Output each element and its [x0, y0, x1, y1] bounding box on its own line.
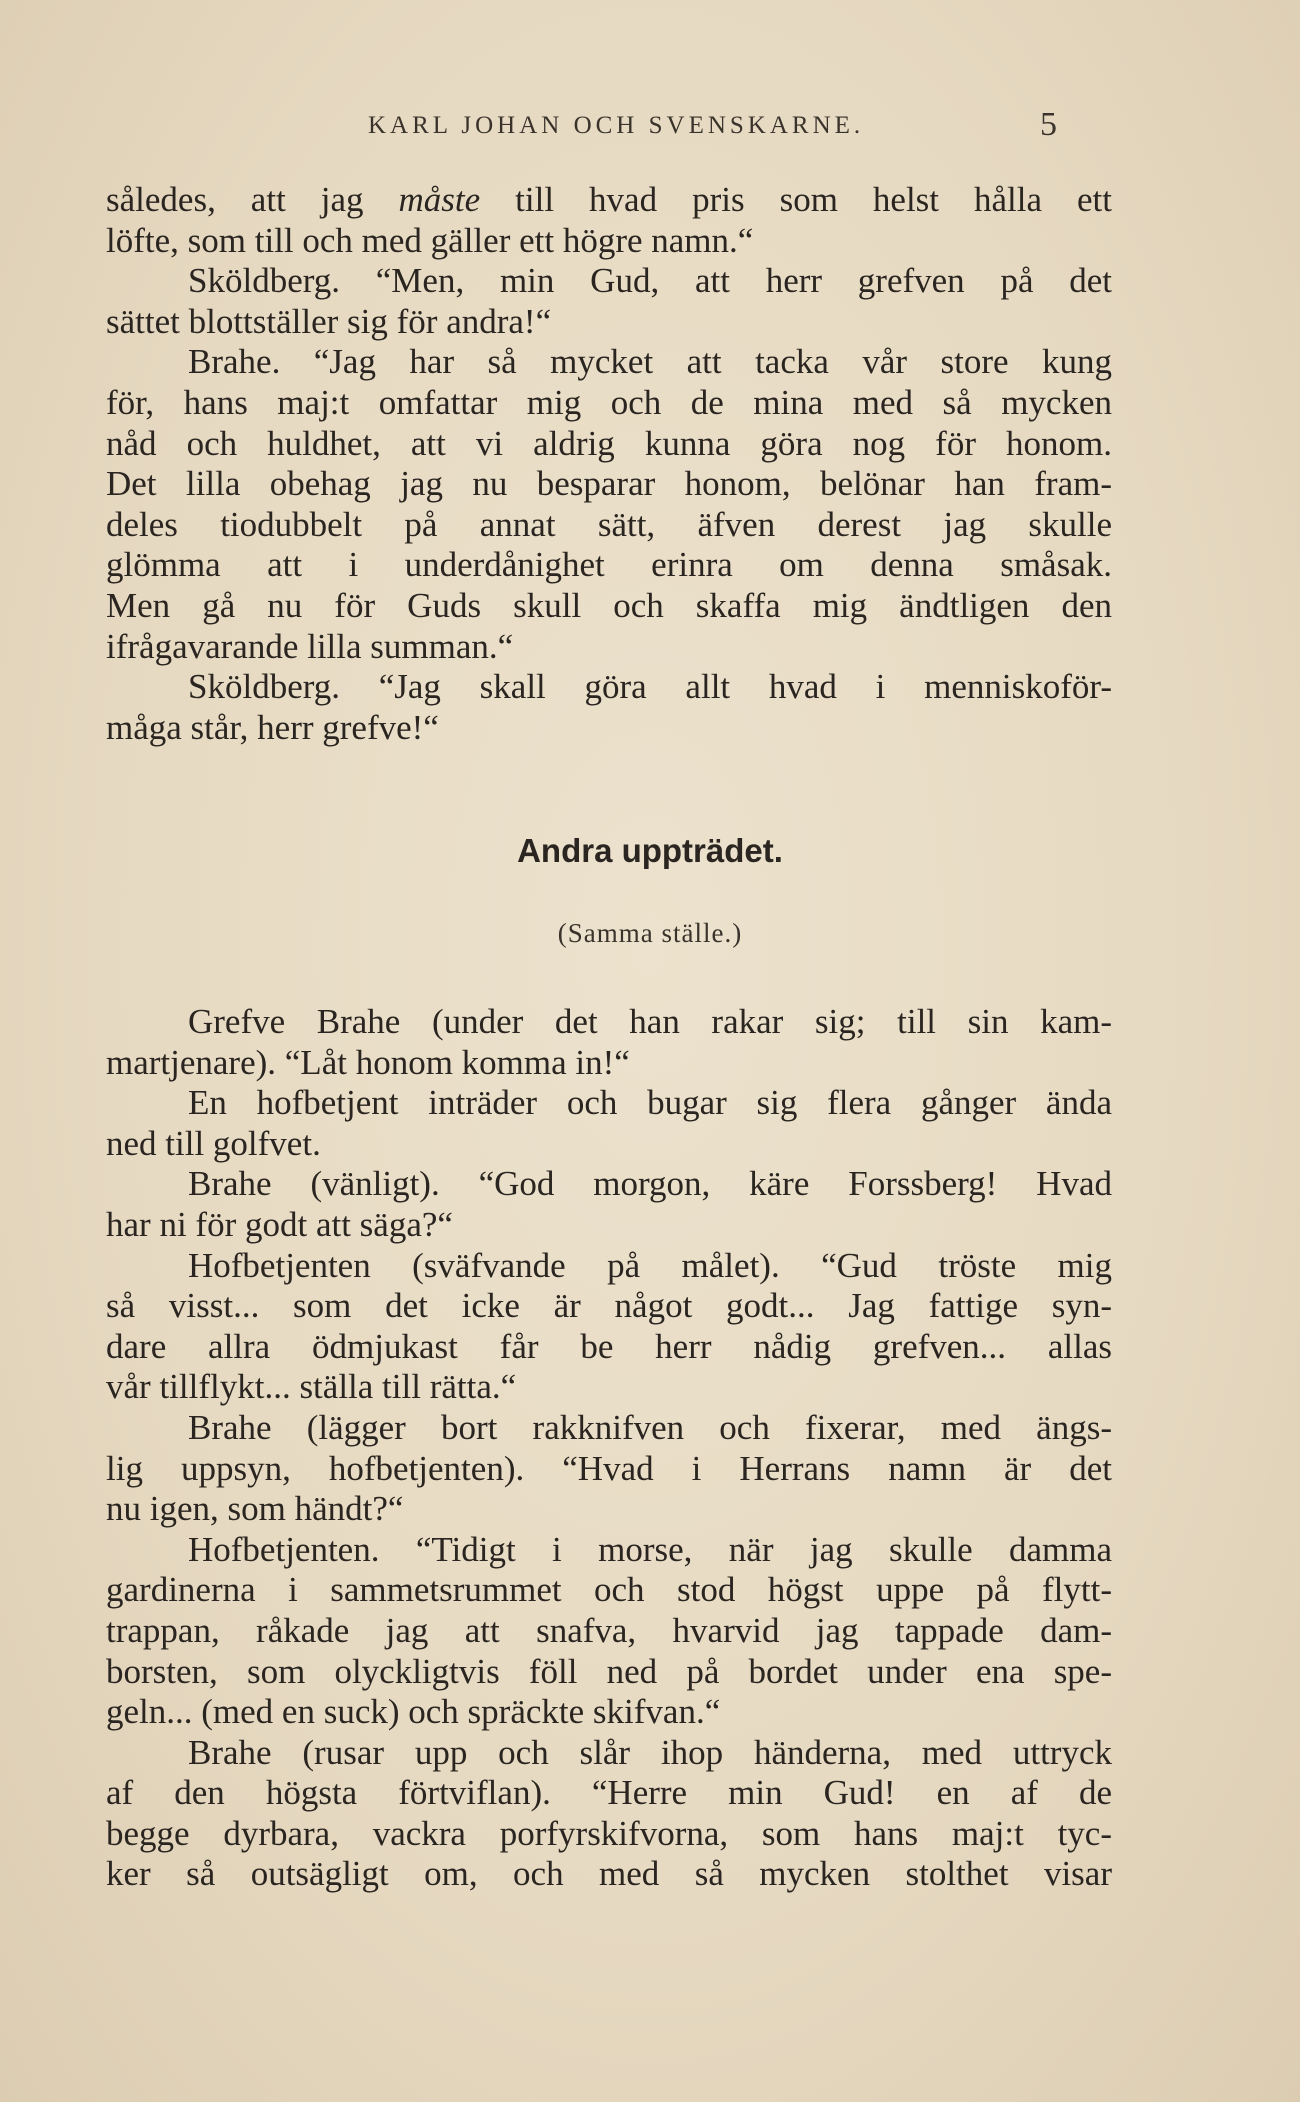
text-line	[106, 505, 1112, 546]
line-text: martjenare). “Låt honom komma in!“	[106, 1042, 630, 1082]
text-line	[106, 1327, 1112, 1368]
line-text: Grefve Brahe (under det han rakar sig; till sin kam-	[188, 1002, 1112, 1041]
line-text: Hofbetjenten. “Tidigt i morse, när jag skulle damma	[188, 1529, 1112, 1569]
line-text: Brahe (rusar upp och slår ihop händerna, med uttryck	[188, 1732, 1112, 1772]
line-text: har ni för godt att säga?“	[106, 1204, 453, 1244]
text-line	[106, 261, 1112, 302]
text-line	[106, 1408, 1112, 1449]
line-text: glömma att i underdånighet erinra om denna småsak.	[106, 545, 1112, 585]
line-text: lig uppsyn, hofbetjenten). “Hvad i Herrans namn är det	[106, 1448, 1112, 1488]
text-line	[106, 1733, 1112, 1774]
text-line	[106, 1083, 1112, 1124]
line-text: geln... (med en suck) och spräckte skifvan.“	[106, 1692, 721, 1732]
text-line	[106, 1449, 1112, 1490]
text-line	[106, 1854, 1112, 1895]
line-text: ker så outsägligt om, och med så mycken stolthet visar	[106, 1854, 1112, 1894]
running-head: KARL JOHAN OCH SVENSKARNE.	[368, 112, 865, 139]
text-line	[106, 221, 1112, 262]
text-line	[106, 667, 1112, 708]
text-line	[106, 1205, 1112, 1246]
text-line	[106, 1246, 1112, 1287]
line-text: vår tillflykt... ställa till rätta.“	[106, 1367, 517, 1407]
text-line	[106, 1814, 1112, 1855]
text-line	[106, 1286, 1112, 1327]
page-header	[0, 106, 1300, 146]
text-line	[106, 180, 1112, 221]
line-text: Sköldberg. “Men, min Gud, att herr grefven på det	[188, 261, 1112, 301]
text-line	[106, 424, 1112, 465]
text-line	[106, 1611, 1112, 1652]
line-text: Brahe (lägger bort rakknifven och fixerar, med ängs-	[188, 1407, 1112, 1447]
line-text: Det lilla obehag jag nu besparar honom, belönar han fram-	[106, 464, 1112, 504]
text-block-1	[106, 180, 1112, 748]
text-line	[106, 1692, 1112, 1733]
line-text: Hofbetjenten (sväfvande på målet). “Gud tröste mig	[188, 1245, 1112, 1285]
line-text: trappan, råkade jag att snafva, hvarvid jag tappade dam-	[106, 1610, 1112, 1650]
text-line	[106, 1652, 1112, 1693]
line-text: deles tiodubbelt på annat sätt, äfven derest jag skulle	[106, 504, 1112, 544]
line-text: af den högsta förtviflan). “Herre min Gud! en af de	[106, 1773, 1112, 1813]
text-line	[106, 1773, 1112, 1814]
line-text: borsten, som olyckligtvis föll ned på bordet under ena spe-	[106, 1651, 1112, 1691]
text-line	[106, 627, 1112, 668]
line-text: Brahe (vänligt). “God morgon, käre Forssberg! Hvad	[188, 1164, 1112, 1204]
text-line	[106, 1002, 1112, 1043]
text-line	[106, 383, 1112, 424]
text-line	[106, 1570, 1112, 1611]
line-text: ifrågavarande lilla summan.“	[106, 626, 514, 666]
emphasis-text: måste	[398, 180, 481, 219]
line-text: för, hans maj:t omfattar mig och de mina med så mycken	[106, 382, 1112, 422]
line-text: således, att jag	[106, 180, 399, 219]
line-text: nu igen, som händt?“	[106, 1489, 404, 1529]
line-text: begge dyrbara, vackra porfyrskifvorna, som hans maj:t tyc-	[106, 1813, 1112, 1853]
line-text: till hvad pris som helst hålla ett	[480, 180, 1112, 219]
text-line	[106, 1043, 1112, 1084]
line-text: Men gå nu för Guds skull och skaffa mig ändtligen den	[106, 585, 1112, 625]
text-line	[106, 1124, 1112, 1165]
line-text: sättet blottställer sig för andra!“	[106, 301, 552, 341]
scene-stage-note: (Samma ställe.)	[557, 918, 743, 948]
line-text: ned till golfvet.	[106, 1123, 321, 1163]
text-line	[106, 1489, 1112, 1530]
text-line	[106, 1164, 1112, 1205]
line-text: Sköldberg. “Jag skall göra allt hvad i menniskoför-	[188, 667, 1112, 707]
text-line	[106, 302, 1112, 343]
line-text: Brahe. “Jag har så mycket att tacka vår store kung	[188, 342, 1112, 382]
line-text: löfte, som till och med gäller ett högre namn.“	[106, 220, 754, 260]
line-text: nåd och huldhet, att vi aldrig kunna göra nog för honom.	[106, 423, 1112, 463]
text-line	[106, 545, 1112, 586]
text-line	[106, 708, 1112, 749]
line-text: måga står, herr grefve!“	[106, 707, 439, 747]
line-text: En hofbetjent inträder och bugar sig flera gånger ända	[188, 1083, 1112, 1123]
text-block-2	[106, 1002, 1112, 1895]
line-text: så visst... som det icke är något godt... Jag fattige syn-	[106, 1286, 1112, 1326]
scene-heading: Andra uppträdet.	[517, 832, 783, 869]
page-number: 5	[1040, 106, 1057, 143]
line-text: gardinerna i sammetsrummet och stod högst uppe på flytt-	[106, 1570, 1112, 1610]
text-line	[106, 464, 1112, 505]
text-line	[106, 1367, 1112, 1408]
text-line	[106, 342, 1112, 383]
text-line	[106, 586, 1112, 627]
line-text: dare allra ödmjukast får be herr nådig grefven... allas	[106, 1326, 1112, 1366]
text-line	[106, 1530, 1112, 1571]
